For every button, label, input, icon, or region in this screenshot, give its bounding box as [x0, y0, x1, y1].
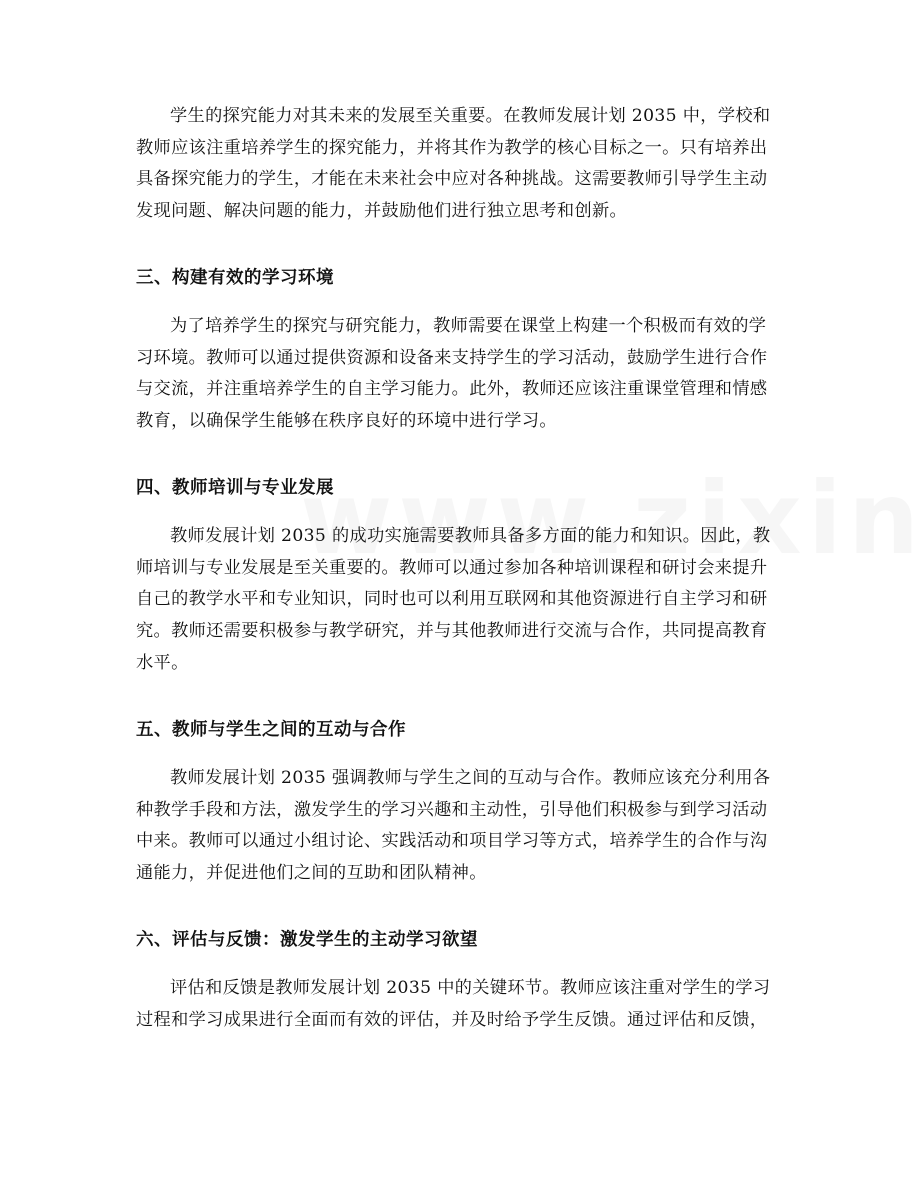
section-heading-3: 三、构建有效的学习环境	[136, 268, 334, 288]
paragraph-line: 教师发展计划 2035 强调教师与学生之间的互动与合作。教师应该充分利用各	[170, 768, 771, 788]
paragraph-line: 通能力，并促进他们之间的互助和团队精神。	[136, 863, 487, 884]
paragraph-line: 发现问题、解决问题的能力，并鼓励他们进行独立思考和创新。	[136, 201, 628, 222]
paragraph-line: 自己的教学水平和专业知识，同时也可以利用互联网和其他资源进行自主学习和研	[136, 589, 768, 610]
paragraph-line: 习环境。教师可以通过提供资源和设备来支持学生的学习活动，鼓励学生进行合作	[136, 347, 768, 368]
paragraph-line: 具备探究能力的学生，才能在未来社会中应对各种挑战。这需要教师引导学生主动	[136, 169, 768, 190]
paragraph-line: 究。教师还需要积极参与教学研究，并与其他教师进行交流与合作，共同提高教育	[136, 621, 768, 642]
paragraph-line: 水平。	[136, 652, 189, 673]
paragraph-line: 种教学手段和方法，激发学生的学习兴趣和主动性，引导他们积极参与到学习活动	[136, 799, 768, 820]
paragraph-line: 教师发展计划 2035 的成功实施需要教师具备多方面的能力和知识。因此，教	[170, 526, 771, 546]
paragraph-line: 过程和学习成果进行全面而有效的评估，并及时给予学生反馈。通过评估和反馈，	[136, 1009, 768, 1030]
section-heading-6: 六、评估与反馈：激发学生的主动学习欲望	[136, 930, 478, 950]
paragraph-line: 为了培养学生的探究与研究能力，教师需要在课堂上构建一个积极而有效的学	[170, 316, 767, 336]
section-heading-5: 五、教师与学生之间的互动与合作	[136, 720, 406, 740]
paragraph-line: 评估和反馈是教师发展计划 2035 中的关键环节。教师应该注重对学生的学习	[170, 978, 771, 998]
paragraph-section-4	[136, 521, 786, 680]
paragraph-intro	[136, 101, 786, 228]
paragraph-section-5	[136, 763, 786, 890]
paragraph-section-3	[136, 311, 786, 438]
section-heading-4: 四、教师培训与专业发展	[136, 478, 334, 498]
paragraph-line: 师培训与专业发展是至关重要的。教师可以通过参加各种培训课程和研讨会来提升	[136, 557, 768, 578]
paragraph-line: 中来。教师可以通过小组讨论、实践活动和项目学习等方式，培养学生的合作与沟	[136, 831, 768, 852]
paragraph-section-6	[136, 973, 786, 1036]
paragraph-line: 教育，以确保学生能够在秩序良好的环境中进行学习。	[136, 411, 557, 432]
paragraph-line: 教师应该注重培养学生的探究能力，并将其作为教学的核心目标之一。只有培养出	[136, 137, 768, 158]
paragraph-line: 与交流，并注重培养学生的自主学习能力。此外，教师还应该注重课堂管理和情感	[136, 379, 768, 400]
paragraph-line: 学生的探究能力对其未来的发展至关重要。在教师发展计划 2035 中，学校和	[170, 106, 771, 126]
